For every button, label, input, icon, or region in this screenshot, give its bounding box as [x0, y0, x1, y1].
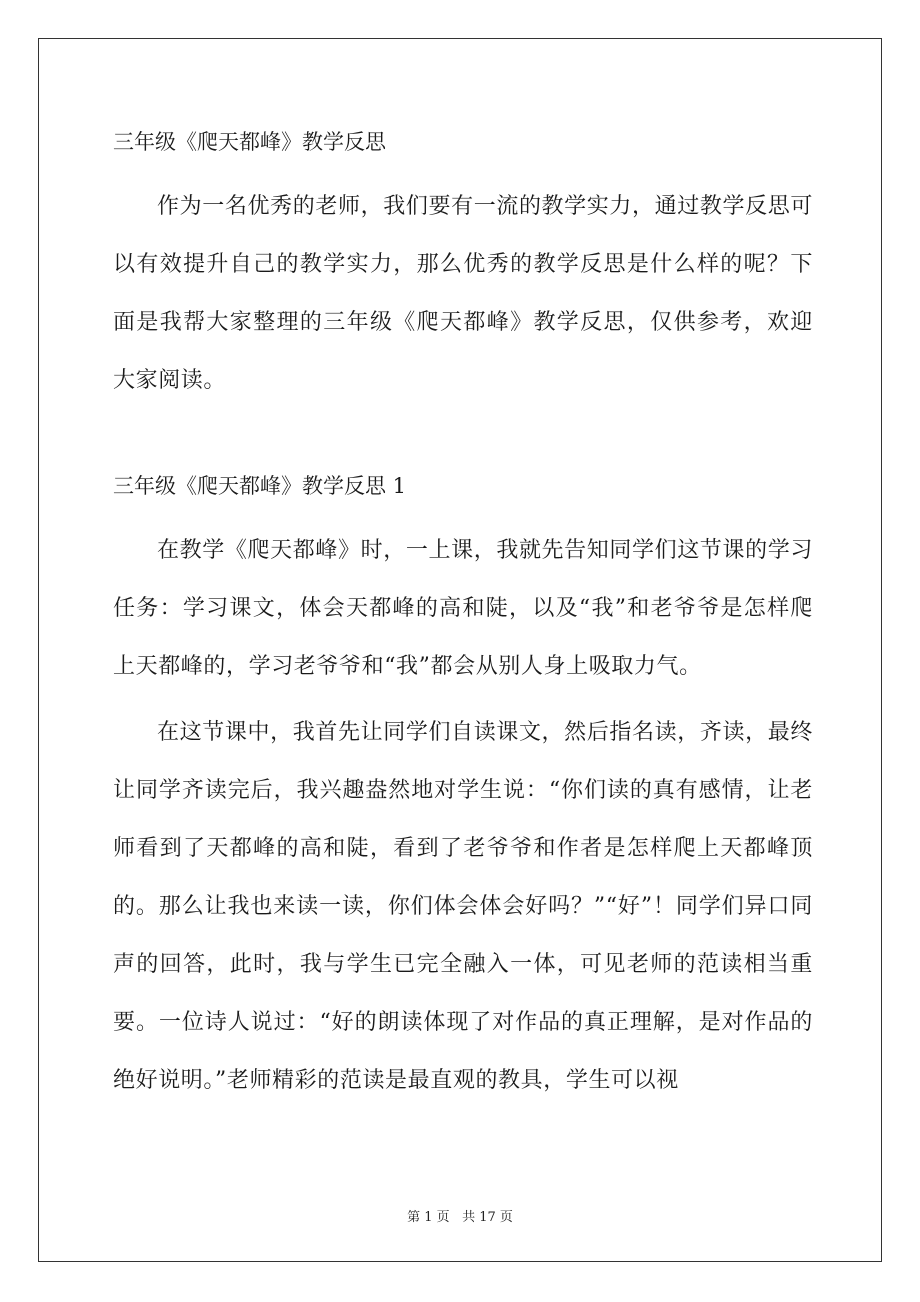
document-body	[113, 122, 813, 1118]
body-paragraph-1: 在教学《爬天都峰》时，一上课，我就先告知同学们这节课的学习任务：学习课文，体会天都峰的高和陡，以及“我”和老爷爷是怎样爬上天都峰的，学习老爷爷和“我”都会从别人身上吸取力气。	[113, 538, 813, 679]
document-title: 三年级《爬天都峰》教学反思	[113, 130, 386, 154]
body-paragraph-2: 在这节课中，我首先让同学们自读课文，然后指名读，齐读，最终让同学齐读完后，我兴趣盎然地对学生说：“你们读的真有感情，让老师看到了天都峰的高和陡，看到了老爷爷和作者是怎样爬上天都峰顶的。那么让我也来读一读，你们体会体会好吗？”“好”！同学们异口同声的回答，此时，我与学生已完全融入一体，可见老师的范读相当重要。一位诗人说过：“好的朗读体现了对作品的真正理解，是对作品的绝好说明。”老师精彩的范读是最直观的教具，学生可以视	[113, 720, 813, 1093]
page-total: 共 17 页	[462, 1210, 513, 1225]
page-number: 第 1 页	[407, 1210, 450, 1225]
section-heading: 三年级《爬天都峰》教学反思 1	[113, 474, 407, 498]
page-footer	[0, 1206, 920, 1225]
intro-paragraph: 作为一名优秀的老师，我们要有一流的教学实力，通过教学反思可以有效提升自己的教学实力，那么优秀的教学反思是什么样的呢？下面是我帮大家整理的三年级《爬天都峰》教学反思，仅供参考，欢迎大家阅读。	[113, 194, 813, 393]
